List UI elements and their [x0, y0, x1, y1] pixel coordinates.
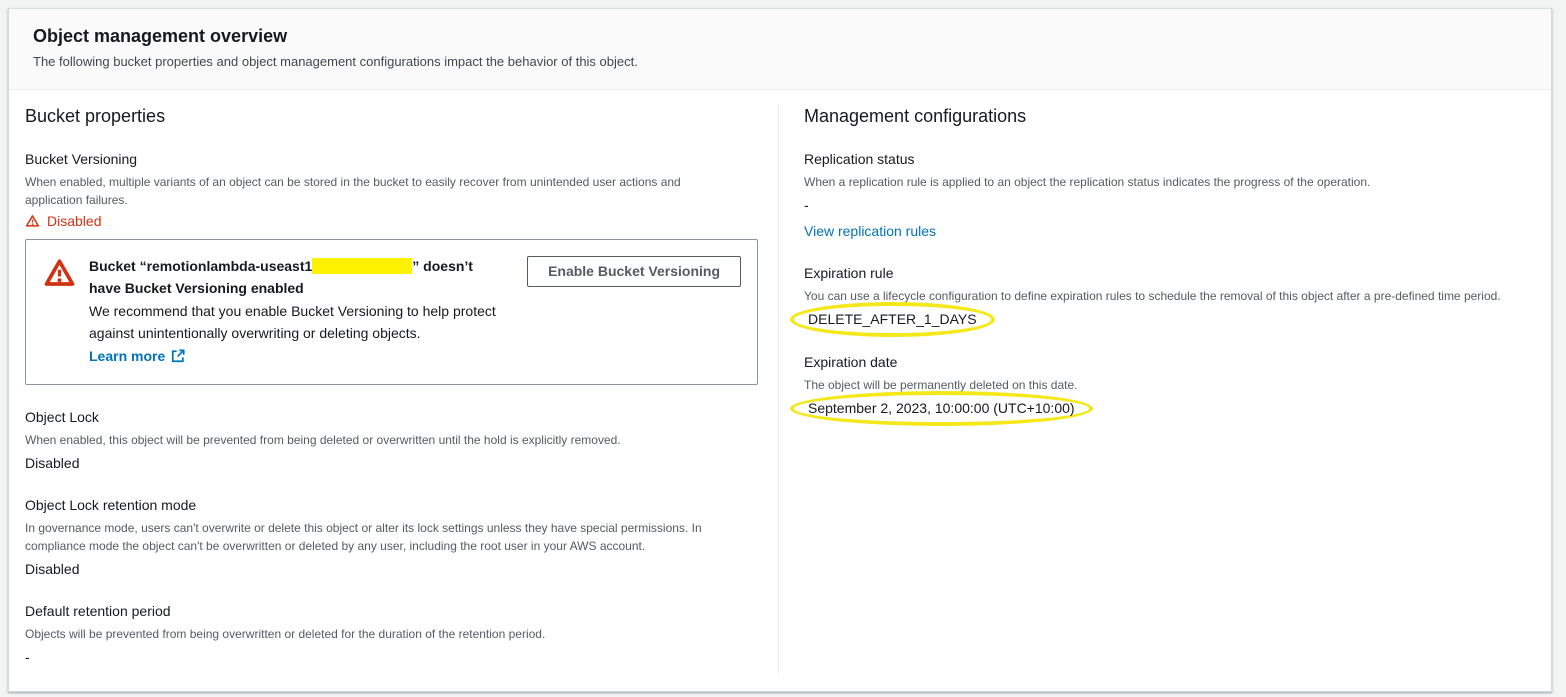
enable-bucket-versioning-button[interactable]: Enable Bucket Versioning [527, 256, 741, 287]
versioning-warning-alert [25, 239, 758, 385]
field-retention-period [25, 603, 754, 667]
expiration-rule-value-text: DELETE_AFTER_1_DAYS [808, 311, 977, 327]
view-replication-rules-link[interactable]: View replication rules [804, 223, 937, 239]
bucket-versioning-label: Bucket Versioning [25, 151, 138, 167]
object-management-card [8, 8, 1552, 692]
alert-text [89, 255, 497, 367]
field-expiration-rule [804, 265, 1535, 330]
management-configurations-heading: Management configurations [804, 106, 1027, 126]
replication-status-value: - [804, 197, 809, 213]
external-link-icon [171, 349, 185, 363]
object-lock-label: Object Lock [25, 409, 99, 425]
field-object-lock [25, 409, 754, 473]
retention-mode-label: Object Lock retention mode [25, 497, 197, 513]
retention-mode-description: In governance mode, users can't overwrite or delete this object or alter its lock settings unless they have special permissions. In compliance mode the object can't be overwritten or deleted by any user, including the root user in your AWS account. [25, 521, 702, 553]
warning-triangle-icon [25, 214, 40, 228]
card-header [9, 9, 1551, 90]
bucket-versioning-description: When enabled, multiple variants of an object can be stored in the bucket to easily recover from unintended user actions and application failures. [25, 175, 681, 207]
page-subtitle: The following bucket properties and object management configurations impact the behavior of this object. [33, 54, 638, 69]
card-body [9, 90, 1551, 690]
alert-body: We recommend that you enable Bucket Versioning to help protect against unintentionally overwriting or deleting objects. [89, 303, 496, 341]
expiration-date-value-text: September 2, 2023, 10:00:00 (UTC+10:00) [808, 400, 1075, 416]
alert-title-suffix: ” doesn’t have Bucket Versioning enabled [89, 258, 473, 296]
retention-period-label: Default retention period [25, 603, 171, 619]
bucket-properties-heading: Bucket properties [25, 106, 166, 126]
object-lock-value: Disabled [25, 455, 80, 471]
redacted-bucket-suffix [312, 258, 412, 274]
bucket-versioning-status [25, 213, 754, 229]
expiration-rule-description: You can use a lifecycle configuration to define expiration rules to schedule the removal of this object after a pre-defined time period. [804, 289, 1501, 303]
bucket-versioning-status-text: Disabled [47, 213, 102, 229]
expiration-rule-value [804, 309, 1535, 330]
field-replication-status [804, 151, 1535, 241]
learn-more-label: Learn more [89, 348, 166, 364]
warning-triangle-icon [43, 258, 76, 288]
yellow-highlight-annotation [790, 302, 995, 337]
expiration-date-description: The object will be permanently deleted on this date. [804, 378, 1078, 392]
field-expiration-date [804, 354, 1535, 419]
page-title: Object management overview [33, 26, 288, 46]
expiration-date-label: Expiration date [804, 354, 898, 370]
field-retention-mode [25, 497, 754, 579]
replication-status-description: When a replication rule is applied to an object the replication status indicates the progress of the operation. [804, 175, 1371, 189]
management-configurations-column [778, 90, 1551, 690]
alert-title [89, 255, 497, 299]
retention-period-description: Objects will be prevented from being overwritten or deleted for the duration of the retention period. [25, 627, 546, 641]
replication-status-label: Replication status [804, 151, 915, 167]
retention-period-value: - [25, 649, 30, 665]
expiration-date-value [804, 398, 1535, 419]
field-bucket-versioning [25, 151, 754, 229]
expiration-rule-label: Expiration rule [804, 265, 894, 281]
learn-more-link[interactable] [89, 345, 185, 367]
alert-title-prefix: Bucket “remotionlambda-useast1 [89, 258, 313, 274]
retention-mode-value: Disabled [25, 561, 80, 577]
bucket-properties-column [9, 90, 778, 690]
yellow-highlight-annotation [790, 391, 1093, 426]
object-lock-description: When enabled, this object will be prevented from being deleted or overwritten until the hold is explicitly removed. [25, 433, 621, 447]
